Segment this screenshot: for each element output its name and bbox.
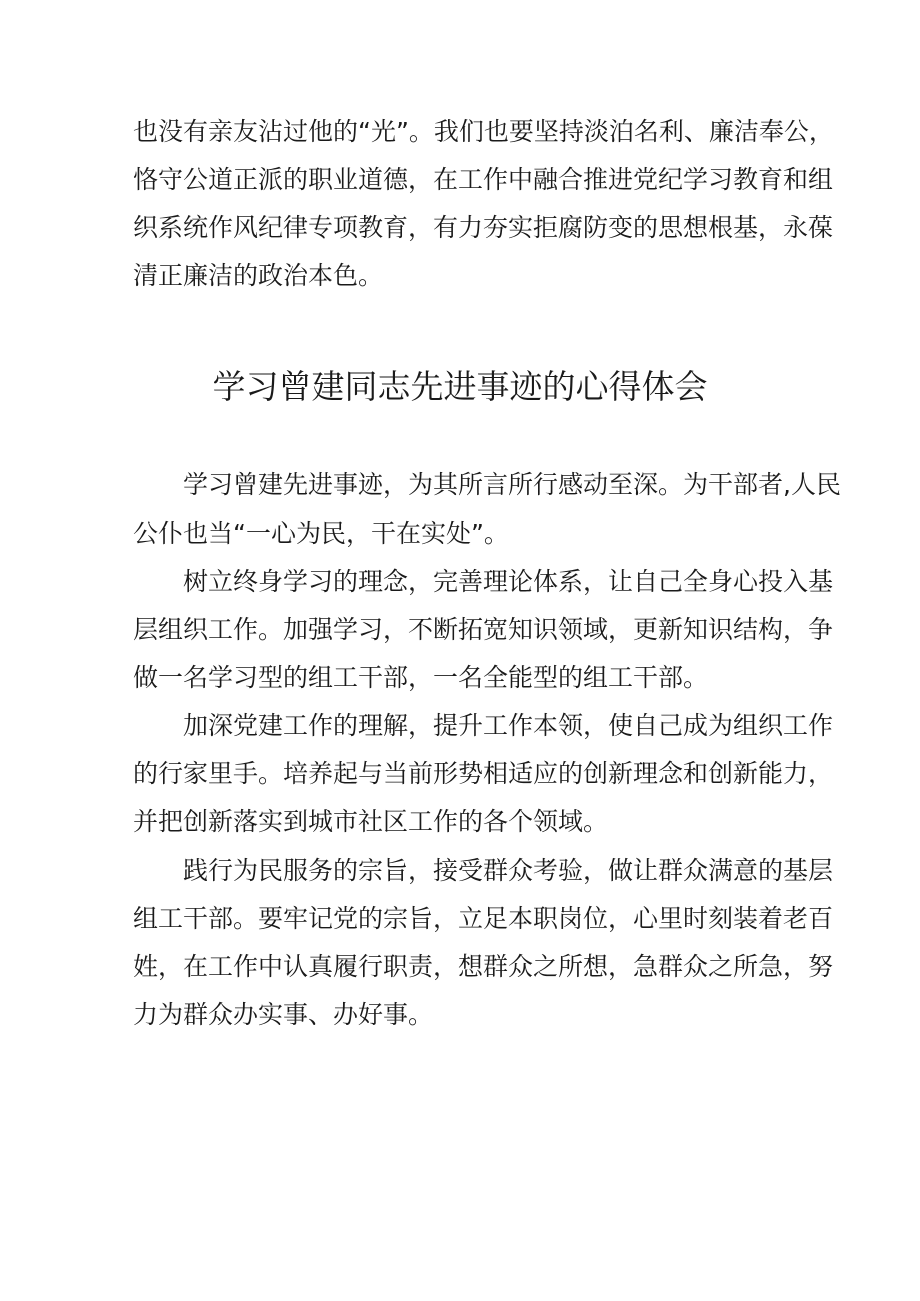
text-line: 的行家里手。培养起与当前形势相适应的创新理念和创新能力， <box>133 759 834 788</box>
text-line: 也没有亲友沾过他的“光”。我们也要坚持淡泊名利、廉洁奉公， <box>133 117 834 146</box>
text-line: 姓，在工作中认真履行职责，想群众之所想，急群众之所急，努 <box>133 952 834 981</box>
text-line: 做一名学习型的组工干部，一名全能型的组工干部。 <box>133 663 709 692</box>
text-line: 清正廉洁的政治本色。 <box>133 261 384 290</box>
text-line: 并把创新落实到城市社区工作的各个领域。 <box>133 807 609 836</box>
text-line: 织系统作风纪律专项教育，有力夯实拒腐防变的思想根基，永葆 <box>133 213 834 242</box>
text-line: 组工干部。要牢记党的宗旨，立足本职岗位，心里时刻装着老百 <box>133 904 834 933</box>
text-line: 公仆也当“一心为民，干在实处”。 <box>133 519 509 548</box>
text-line: 树立终身学习的理念，完善理论体系，让自己全身心投入基 <box>183 567 834 596</box>
text-line: 践行为民服务的宗旨，接受群众考验，做让群众满意的基层 <box>183 856 834 885</box>
text-line: 恪守公道正派的职业道德，在工作中融合推进党纪学习教育和组 <box>133 165 834 194</box>
text-line: 力为群众办实事、办好事。 <box>133 1000 434 1029</box>
text-line: 加深党建工作的理解，提升工作本领，使自己成为组织工作 <box>183 711 834 740</box>
text-line: 层组织工作。加强学习，不断拓宽知识领域，更新知识结构，争 <box>133 615 834 644</box>
text-line: 学习曾建先进事迹，为其所言所行感动至深。为干部者,人民 <box>183 470 841 499</box>
article-title: 学习曾建同志先进事迹的心得体会 <box>212 367 708 406</box>
